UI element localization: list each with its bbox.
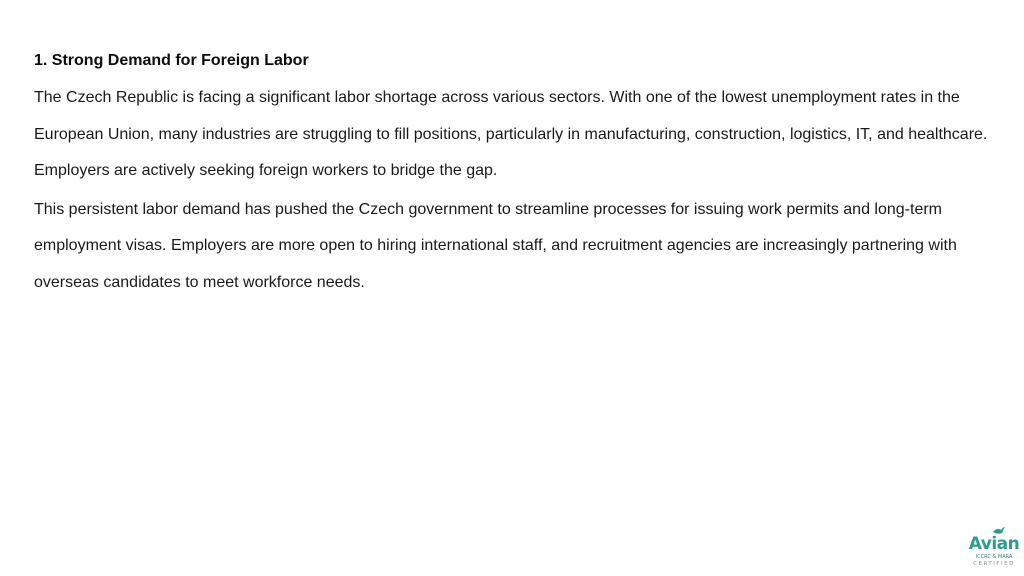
document-body (34, 48, 994, 303)
logo-tagline: CERTIFIED (973, 561, 1015, 567)
logo-name: Avian (968, 534, 1020, 554)
avian-logo (966, 526, 1022, 570)
paragraph-2: This persistent labor demand has pushed the Czech government to streamline processes for issuing work permits and long-term employment visas. Employers are more open to hiring international staff, and recruitment agencies are increasingly partnering with overseas candidates to meet workforce needs. (34, 200, 957, 291)
section-heading: 1. Strong Demand for Foreign Labor (34, 52, 309, 69)
paragraph-1: The Czech Republic is facing a significant labor shortage across various sectors. With one of the lowest unemployment rates in the European Union, many industries are struggling to fill positions, particularly in manufacturing, construction, logistics, IT, and healthcare. Employers are actively seeking foreign workers to bridge the gap. (34, 89, 988, 179)
logo-subtitle: ICCRC & MARA (975, 554, 1013, 560)
